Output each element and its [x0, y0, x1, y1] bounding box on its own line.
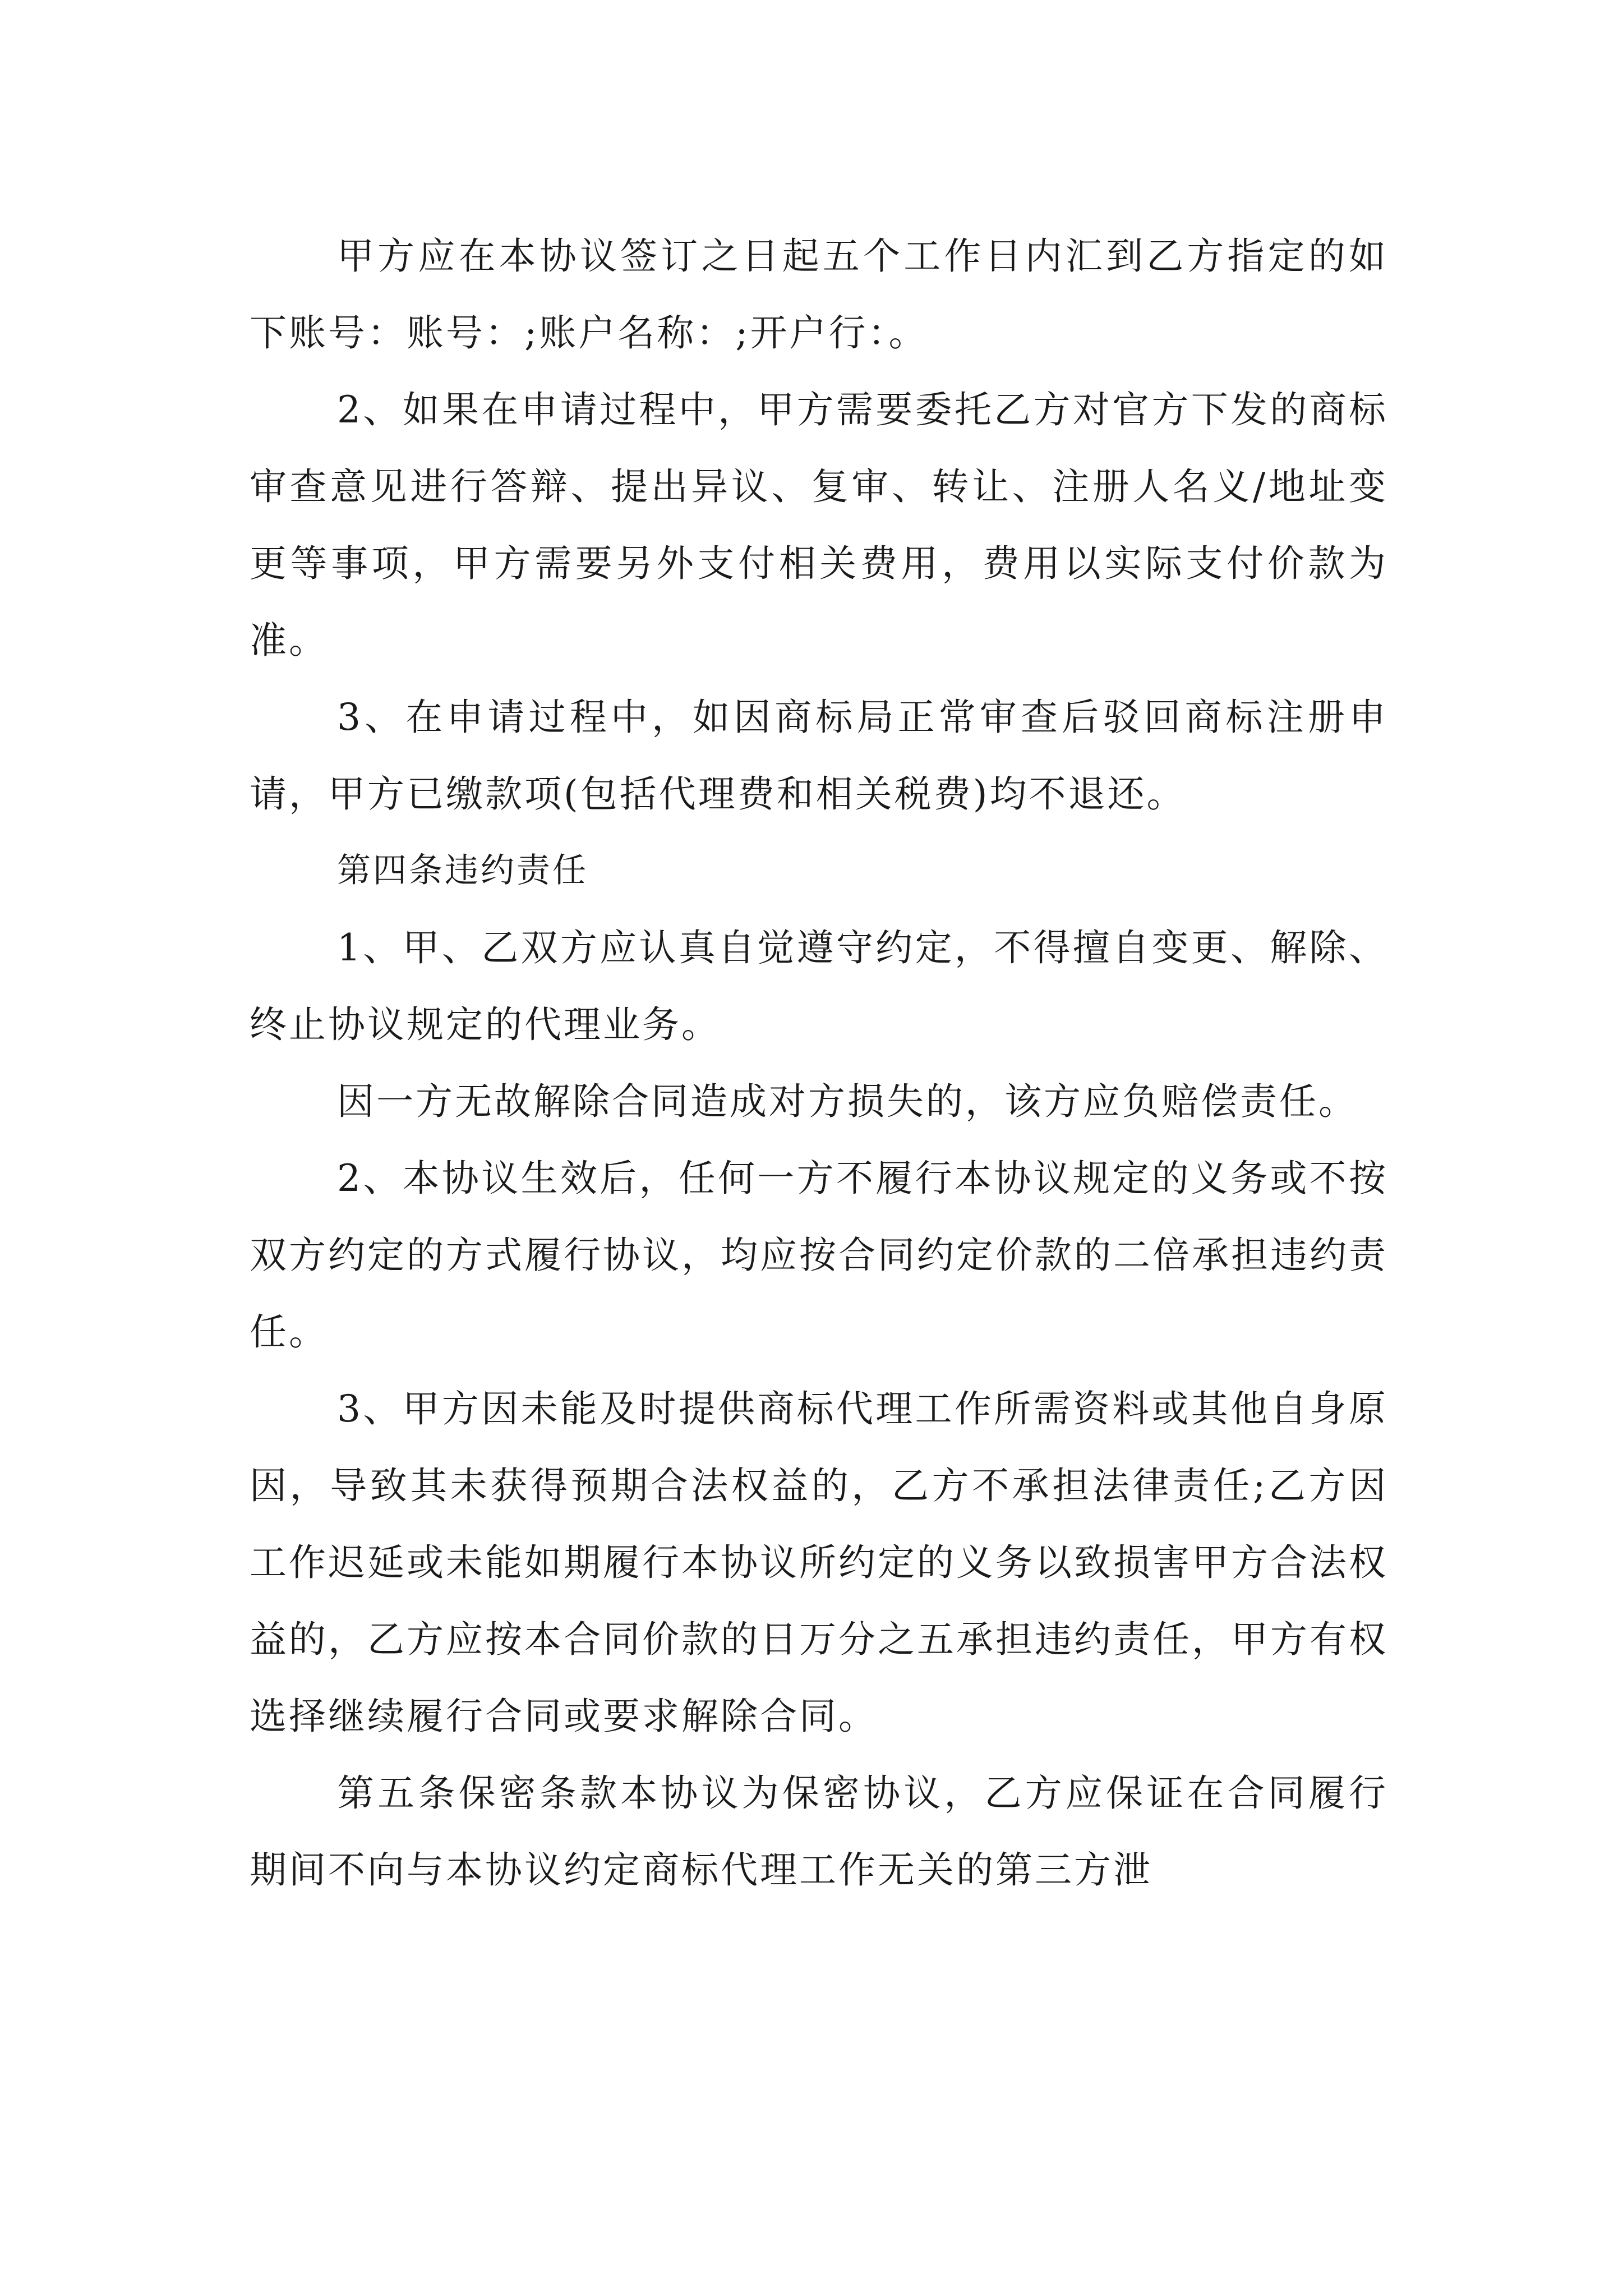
paragraph-confidentiality: 第五条保密条款本协议为保密协议，乙方应保证在合同履行期间不向与本协议约定商标代理工作无关的第三方泄 [250, 1772, 1388, 1892]
paragraph-no-refund: 3、在申请过程中，如因商标局正常审查后驳回商标注册申请，甲方已缴款项(包括代理费和相关税费)均不退还。 [250, 696, 1388, 816]
document-page [250, 218, 1388, 1908]
paragraph-compensation: 因一方无故解除合同造成对方损失的，该方应负赔偿责任。 [337, 1080, 1358, 1123]
paragraph-additional-fees: 2、如果在申请过程中，甲方需要委托乙方对官方下发的商标审查意见进行答辩、提出异议、复审、转让、注册人名义/地址变更等事项，甲方需要另外支付相关费用，费用以实际支付价款为准。 [250, 388, 1388, 662]
paragraph-double-penalty: 2、本协议生效后，任何一方不履行本协议规定的义务或不按双方约定的方式履行协议，均应按合同约定价款的二倍承担违约责任。 [250, 1157, 1388, 1354]
section-heading-liability: 第四条违约责任 [337, 851, 588, 890]
paragraph-delay-liability: 3、甲方因未能及时提供商标代理工作所需资料或其他自身原因，导致其未获得预期合法权益的，乙方不承担法律责任;乙方因工作迟延或未能如期履行本协议所约定的义务以致损害甲方合法权益的，乙方应按本合同价款的日万分之五承担违约责任，甲方有权选择继续履行合同或要求解除合同。 [250, 1387, 1388, 1738]
paragraph-payment-account: 甲方应在本协议签订之日起五个工作日内汇到乙方指定的如下账号：账号：;账户名称：;开户行：。 [250, 234, 1388, 355]
paragraph-comply-agreement: 1、甲、乙双方应认真自觉遵守约定，不得擅自变更、解除、终止协议规定的代理业务。 [250, 926, 1388, 1046]
